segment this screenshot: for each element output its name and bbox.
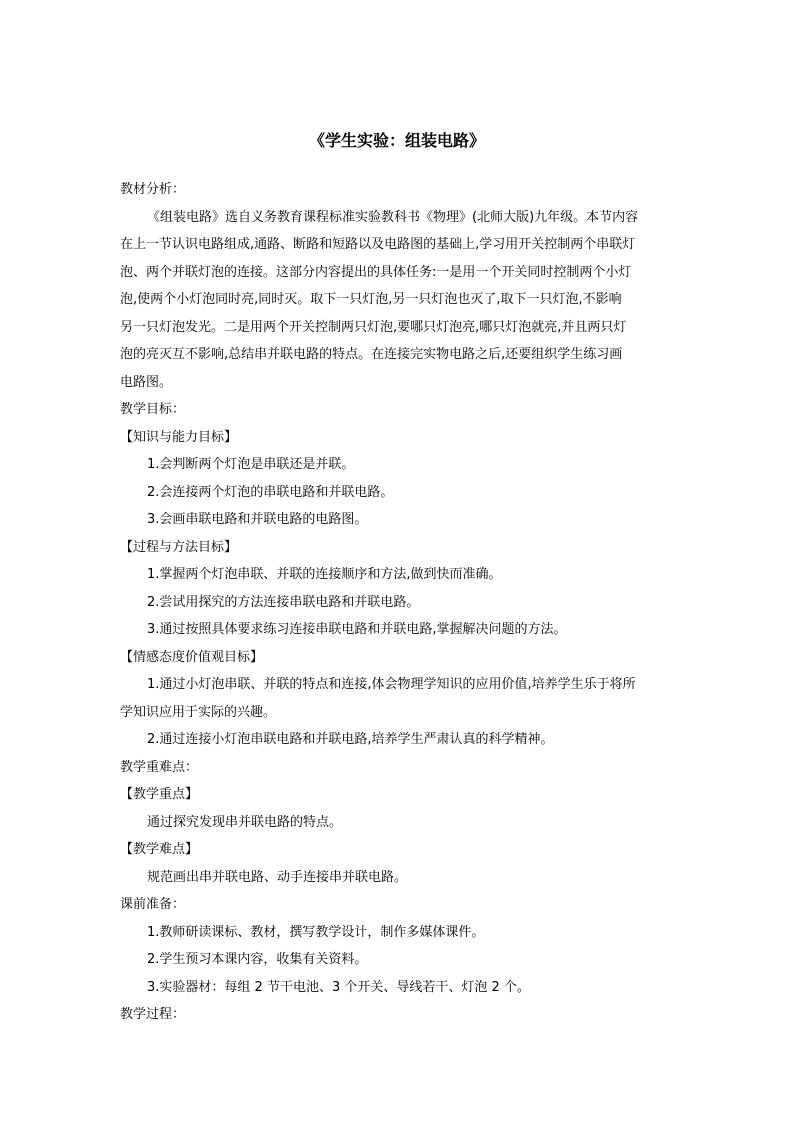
- list-item: 1.通过小灯泡串联、并联的特点和连接,体会物理学知识的应用价值,培养学生乐于将所: [147, 677, 636, 692]
- paragraph-line: 泡的亮灭互不影响,总结串并联电路的特点。在连接完实物电路之后,还要组织学生练习画: [120, 347, 623, 362]
- section-heading-textbook-analysis: 教材分析：: [120, 182, 186, 197]
- list-item: 1.掌握两个灯泡串联、并联的连接顺序和方法,做到快而准确。: [147, 567, 502, 582]
- list-item: 2.会连接两个灯泡的串联电路和并联电路。: [147, 484, 394, 500]
- key-point-text: 通过探究发现串并联电路的特点。: [147, 814, 343, 830]
- list-item: 1.教师研读课标、教材，撰写教学设计，制作多媒体课件。: [147, 924, 485, 940]
- list-item: 2.学生预习本课内容，收集有关资料。: [147, 952, 368, 967]
- list-item: 3.通过按照具体要求练习连接串联电路和并联电路,掌握解决问题的方法。: [147, 622, 567, 637]
- subheading-emotion: 【情感态度价值观目标】: [120, 649, 264, 665]
- list-item-continuation: 学知识应用于实际的兴趣。: [120, 704, 277, 720]
- section-heading-key-difficult: 教学重难点：: [120, 759, 199, 775]
- document-body: [120, 176, 680, 1029]
- paragraph-line: 另一只灯泡发光。二是用两个开关控制两只灯泡,要哪只灯泡亮,哪只灯泡就亮,并且两只灯: [120, 319, 627, 335]
- paragraph-line: 泡,使两个小灯泡同时亮,同时灭。取下一只灯泡,另一只灯泡也灭了,取下一只灯泡,不影响: [120, 292, 622, 307]
- paragraph-line: 在上一节认识电路组成,通路、断路和短路以及电路图的基础上,学习用开关控制两个串联灯: [120, 237, 636, 252]
- section-heading-preparation: 课前准备：: [120, 897, 186, 912]
- list-item: 2.通过连接小灯泡串联电路和并联电路,培养学生严肃认真的科学精神。: [147, 732, 554, 747]
- subheading-process: 【过程与方法目标】: [120, 539, 238, 555]
- list-item: 2.尝试用探究的方法连接串联电路和并联电路。: [147, 594, 420, 610]
- section-heading-teaching-process: 教学过程：: [120, 1007, 186, 1022]
- list-item: 3.实验器材：每组 2 节干电池、3 个开关、导线若干、灯泡 2 个。: [147, 979, 530, 995]
- difficult-point-text: 规范画出串并联电路、动手连接串并联电路。: [147, 869, 408, 885]
- subheading-knowledge: 【知识与能力目标】: [120, 429, 238, 445]
- section-heading-objectives: 教学目标：: [120, 402, 186, 417]
- paragraph-line: 《组装电路》选自义务教育课程标准实验教科书《物理》(北师大版)九年级。本节内容: [147, 209, 639, 225]
- paragraph-line: 电路图。: [120, 374, 173, 390]
- list-item: 3.会画串联电路和并联电路的电路图。: [147, 512, 368, 527]
- paragraph-line: 泡、两个并联灯泡的连接。这部分内容提出的具体任务:一是用一个开关同时控制两个小灯: [120, 264, 632, 280]
- subheading-difficult-point: 【教学难点】: [120, 842, 199, 857]
- document-title: 《学生实验：组装电路》: [308, 131, 485, 150]
- subheading-key-point: 【教学重点】: [120, 787, 199, 802]
- list-item: 1.会判断两个灯泡是串联还是并联。: [147, 457, 355, 472]
